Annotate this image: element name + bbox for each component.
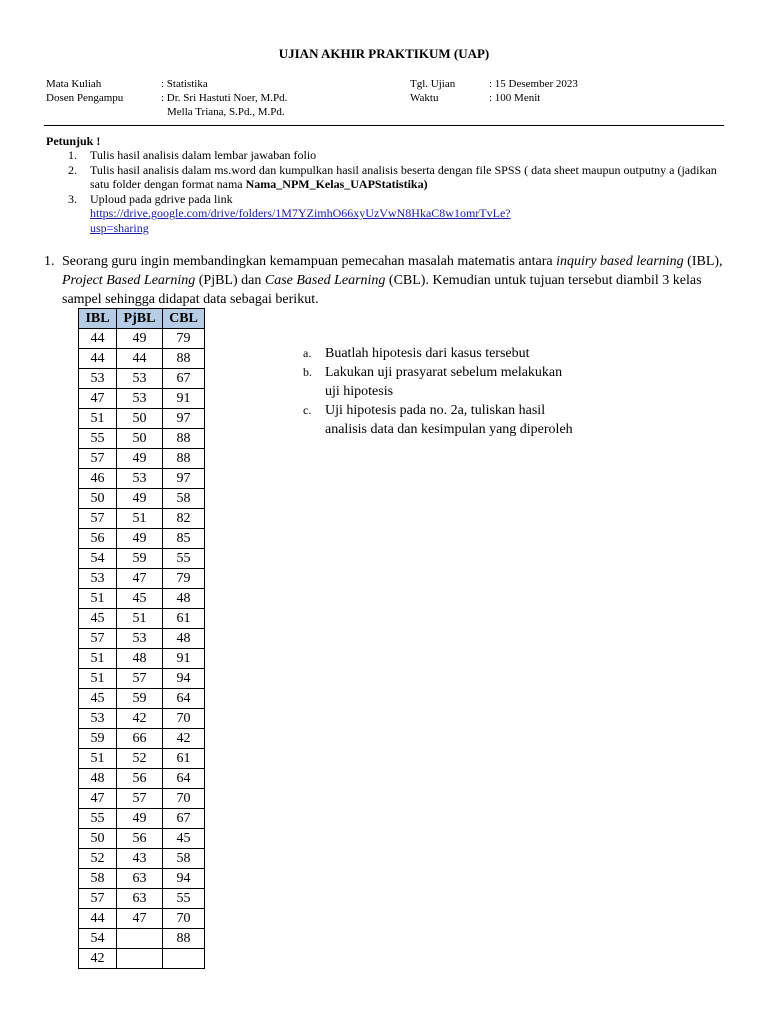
table-cell-pjbl: 49 — [117, 329, 163, 349]
table-cell-cbl: 48 — [163, 629, 205, 649]
table-row — [79, 649, 205, 669]
table-cell-pjbl: 57 — [117, 669, 163, 689]
sub-question-text: Lakukan uji prasyarat sebelum melakukan uji hipotesis — [325, 365, 563, 399]
table-cell-ibl: 51 — [79, 589, 117, 609]
instruction-text: Tulis hasil analisis dalam lembar jawaban folio — [90, 148, 317, 162]
dosen-value-line2: Mella Triana, S.Pd., M.Pd. — [167, 106, 285, 118]
table-cell-cbl: 42 — [163, 729, 205, 749]
table-cell-pjbl: 63 — [117, 869, 163, 889]
sub-question-text: Buatlah hipotesis dari kasus tersebut — [325, 346, 530, 361]
table-cell-cbl — [163, 949, 205, 969]
table-cell-cbl: 48 — [163, 589, 205, 609]
table-cell-ibl: 50 — [79, 829, 117, 849]
table-body — [79, 329, 205, 969]
table-cell-pjbl: 47 — [117, 909, 163, 929]
question-1 — [44, 252, 728, 309]
table-cell-pjbl: 51 — [117, 509, 163, 529]
table-cell-ibl: 57 — [79, 509, 117, 529]
table-row — [79, 809, 205, 829]
table-cell-cbl: 79 — [163, 569, 205, 589]
waktu-label: Waktu — [410, 92, 439, 104]
table-cell-cbl: 88 — [163, 449, 205, 469]
column-header-cbl: CBL — [163, 309, 205, 329]
table-cell-ibl: 52 — [79, 849, 117, 869]
table-cell-ibl: 57 — [79, 449, 117, 469]
table-row — [79, 889, 205, 909]
table-row — [79, 569, 205, 589]
table-row — [79, 509, 205, 529]
table-row — [79, 329, 205, 349]
table-cell-cbl: 45 — [163, 829, 205, 849]
table-cell-pjbl: 57 — [117, 789, 163, 809]
instruction-list — [68, 148, 718, 235]
table-cell-cbl: 82 — [163, 509, 205, 529]
mata-kuliah-value: : Statistika — [161, 78, 208, 90]
table-cell-ibl: 50 — [79, 489, 117, 509]
table-row — [79, 789, 205, 809]
table-row — [79, 529, 205, 549]
table-cell-ibl: 51 — [79, 669, 117, 689]
table-cell-ibl: 57 — [79, 629, 117, 649]
table-cell-pjbl: 51 — [117, 609, 163, 629]
table-cell-ibl: 53 — [79, 569, 117, 589]
sub-question-text: Uji hipotesis pada no. 2a, tuliskan hasil analisis data dan kesimpulan yang diperoleh — [325, 403, 573, 437]
table-row — [79, 549, 205, 569]
table-cell-ibl: 57 — [79, 889, 117, 909]
tgl-value: : 15 Desember 2023 — [489, 78, 578, 90]
table-cell-ibl: 55 — [79, 809, 117, 829]
table-cell-pjbl: 50 — [117, 409, 163, 429]
table-cell-cbl: 79 — [163, 329, 205, 349]
table-cell-ibl: 45 — [79, 609, 117, 629]
table-cell-ibl: 47 — [79, 789, 117, 809]
table-cell-pjbl: 49 — [117, 529, 163, 549]
table-row — [79, 369, 205, 389]
table-cell-cbl: 70 — [163, 709, 205, 729]
instruction-text-body: Uploud pada gdrive pada link — [90, 191, 233, 206]
table-cell-ibl: 54 — [79, 549, 117, 569]
question-number: 1. — [44, 254, 55, 269]
table-cell-pjbl: 52 — [117, 749, 163, 769]
table-cell-ibl: 51 — [79, 409, 117, 429]
table-cell-cbl: 58 — [163, 849, 205, 869]
sub-question-label: c. — [303, 403, 312, 417]
table-cell-pjbl: 56 — [117, 769, 163, 789]
folder-name-format: Nama_NPM_Kelas_UAPStatistika) — [245, 177, 428, 191]
table-cell-ibl: 53 — [79, 369, 117, 389]
instruction-number: 3. — [68, 191, 77, 206]
table-cell-ibl: 45 — [79, 689, 117, 709]
table-cell-cbl: 88 — [163, 349, 205, 369]
table-cell-cbl: 55 — [163, 549, 205, 569]
table-cell-pjbl — [117, 929, 163, 949]
table-cell-cbl: 55 — [163, 889, 205, 909]
dosen-value-line1: : Dr. Sri Hastuti Noer, M.Pd. — [161, 92, 288, 104]
table-cell-pjbl: 53 — [117, 629, 163, 649]
waktu-value: : 100 Menit — [489, 92, 541, 104]
table-row — [79, 729, 205, 749]
table-cell-cbl: 67 — [163, 809, 205, 829]
table-row — [79, 849, 205, 869]
table-cell-ibl: 59 — [79, 729, 117, 749]
table-cell-ibl: 51 — [79, 749, 117, 769]
table-row — [79, 389, 205, 409]
question-italic-term: Project Based Learning — [62, 273, 196, 288]
gdrive-link-line1[interactable]: https://drive.google.com/drive/folders/1M7YZimhO66xyUzVwN8HkaC8w1omrTvLe? — [90, 206, 511, 220]
table-cell-ibl: 55 — [79, 429, 117, 449]
table-cell-cbl: 94 — [163, 869, 205, 889]
question-text-part: Seorang guru ingin membandingkan kemampuan pemecahan masalah matematis antara — [62, 254, 557, 269]
sub-question-list — [303, 344, 573, 439]
table-cell-pjbl: 53 — [117, 389, 163, 409]
sub-question-item — [303, 363, 573, 401]
question-text-part: (IBL), — [683, 254, 723, 269]
header-divider — [44, 125, 724, 126]
table-row — [79, 949, 205, 969]
instruction-text — [90, 192, 718, 236]
instruction-text — [90, 163, 718, 192]
table-row — [79, 409, 205, 429]
table-cell-ibl: 58 — [79, 869, 117, 889]
table-cell-pjbl: 45 — [117, 589, 163, 609]
table-row — [79, 489, 205, 509]
table-cell-cbl: 91 — [163, 649, 205, 669]
table-cell-ibl: 47 — [79, 389, 117, 409]
table-cell-cbl: 64 — [163, 769, 205, 789]
instruction-number: 2. — [68, 162, 77, 177]
table-cell-pjbl: 59 — [117, 549, 163, 569]
table-row — [79, 429, 205, 449]
instruction-item — [68, 192, 718, 236]
table-row — [79, 609, 205, 629]
table-row — [79, 709, 205, 729]
table-row — [79, 449, 205, 469]
table-row — [79, 749, 205, 769]
tgl-label: Tgl. Ujian — [410, 78, 456, 90]
table-row — [79, 909, 205, 929]
table-cell-cbl: 94 — [163, 669, 205, 689]
gdrive-link[interactable] — [90, 206, 718, 235]
instruction-item — [68, 148, 718, 163]
table-row — [79, 929, 205, 949]
table-row — [79, 829, 205, 849]
table-cell-pjbl: 59 — [117, 689, 163, 709]
table-cell-cbl: 61 — [163, 609, 205, 629]
table-cell-ibl: 44 — [79, 329, 117, 349]
mata-kuliah-label: Mata Kuliah — [46, 78, 102, 90]
question-text-part: (CBL). Kemudian untuk tujuan tersebut diambil 3 kelas sampel sehingga didapat data sebagai berikut. — [62, 273, 702, 307]
table-cell-ibl: 46 — [79, 469, 117, 489]
table-cell-pjbl: 53 — [117, 469, 163, 489]
table-header-row — [79, 309, 205, 329]
instruction-text-body: Tulis hasil analisis dalam ms.word dan kumpulkan hasil analisis beserta dengan file SPSS ( data sheet maupun outputny a (jadikan satu folder dengan format nama — [90, 162, 717, 191]
table-cell-cbl: 88 — [163, 929, 205, 949]
table-cell-pjbl: 50 — [117, 429, 163, 449]
table-cell-cbl: 70 — [163, 909, 205, 929]
table-cell-ibl: 44 — [79, 909, 117, 929]
table-cell-pjbl: 48 — [117, 649, 163, 669]
table-cell-cbl: 67 — [163, 369, 205, 389]
table-cell-pjbl: 49 — [117, 449, 163, 469]
table-row — [79, 629, 205, 649]
table-cell-ibl: 51 — [79, 649, 117, 669]
table-row — [79, 769, 205, 789]
table-cell-cbl: 58 — [163, 489, 205, 509]
question-italic-term: inquiry based learning — [556, 254, 684, 269]
table-cell-ibl: 53 — [79, 709, 117, 729]
question-text — [62, 252, 728, 309]
table-cell-pjbl: 43 — [117, 849, 163, 869]
table-cell-pjbl: 42 — [117, 709, 163, 729]
table-cell-pjbl: 56 — [117, 829, 163, 849]
table-cell-cbl: 88 — [163, 429, 205, 449]
table-cell-pjbl: 66 — [117, 729, 163, 749]
sub-question-label: a. — [303, 346, 312, 360]
table-cell-ibl: 44 — [79, 349, 117, 369]
table-cell-cbl: 70 — [163, 789, 205, 809]
question-text-part: (PjBL) dan — [195, 273, 265, 288]
column-header-ibl: IBL — [79, 309, 117, 329]
table-row — [79, 349, 205, 369]
instruction-item — [68, 163, 718, 192]
table-cell-pjbl — [117, 949, 163, 969]
data-table — [78, 308, 205, 969]
table-cell-cbl: 97 — [163, 469, 205, 489]
table-row — [79, 589, 205, 609]
question-italic-term: Case Based Learning — [264, 273, 386, 288]
table-cell-cbl: 64 — [163, 689, 205, 709]
table-cell-pjbl: 44 — [117, 349, 163, 369]
sub-question-item — [303, 344, 573, 363]
table-cell-cbl: 85 — [163, 529, 205, 549]
table-cell-cbl: 97 — [163, 409, 205, 429]
column-header-pjbl: PjBL — [117, 309, 163, 329]
instructions-heading: Petunjuk ! — [46, 134, 101, 148]
table-row — [79, 689, 205, 709]
table-cell-ibl: 54 — [79, 929, 117, 949]
gdrive-link-line2[interactable]: usp=sharing — [90, 220, 149, 235]
table-cell-ibl: 56 — [79, 529, 117, 549]
table-row — [79, 869, 205, 889]
table-cell-pjbl: 49 — [117, 809, 163, 829]
table-cell-pjbl: 47 — [117, 569, 163, 589]
page-title: UJIAN AKHIR PRAKTIKUM (UAP) — [278, 46, 490, 61]
table-cell-ibl: 48 — [79, 769, 117, 789]
table-cell-pjbl: 53 — [117, 369, 163, 389]
table-cell-pjbl: 49 — [117, 489, 163, 509]
table-cell-cbl: 91 — [163, 389, 205, 409]
sub-question-label: b. — [303, 365, 312, 379]
table-cell-ibl: 42 — [79, 949, 117, 969]
sub-question-item — [303, 401, 573, 439]
table-row — [79, 669, 205, 689]
table-cell-cbl: 61 — [163, 749, 205, 769]
instruction-number: 1. — [68, 148, 77, 162]
dosen-label: Dosen Pengampu — [46, 92, 124, 104]
table-cell-pjbl: 63 — [117, 889, 163, 909]
table-row — [79, 469, 205, 489]
